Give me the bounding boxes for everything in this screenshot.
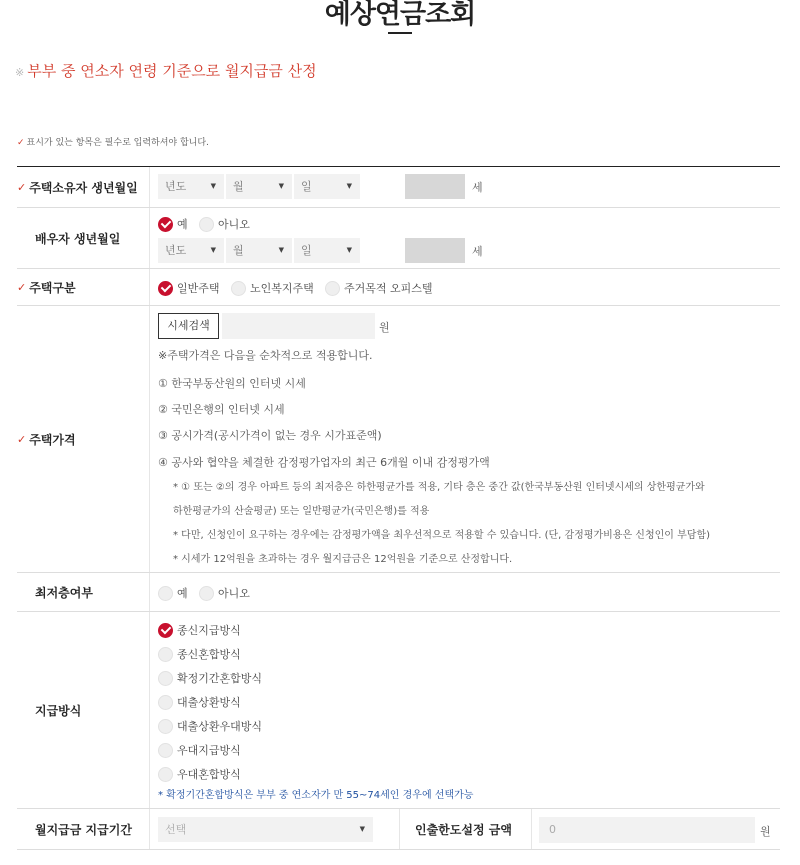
house-type-officetel-radio[interactable] <box>325 280 433 296</box>
divider <box>531 809 532 849</box>
spouse-month-select[interactable] <box>226 238 292 263</box>
required-check-icon: ✓ <box>17 432 27 446</box>
payment-option-radio[interactable] <box>158 742 241 758</box>
price-rule-line: * ① 또는 ②의 경우 아파트 등의 최저층은 하한평균가를 적용, 기타 층은 중간 값(한국부동산원 인터넷시세의 상한평균가와 <box>173 482 705 493</box>
chevron-down-icon: ▼ <box>346 182 352 190</box>
radio-icon <box>158 743 173 758</box>
spouse-yes-radio[interactable] <box>158 216 188 232</box>
lowest-floor-no-radio[interactable] <box>199 585 250 601</box>
spouse-birth-label: 배우자 생년월일 <box>35 231 121 246</box>
form-table <box>17 166 780 838</box>
divider <box>149 167 150 207</box>
divider <box>149 612 150 808</box>
house-price-unit: 원 <box>379 321 390 334</box>
spouse-no-label: 아니오 <box>218 218 250 231</box>
required-check-icon: ✓ <box>17 180 27 194</box>
lowest-floor-label: 최저층여부 <box>35 585 93 600</box>
price-search-button[interactable]: 시세검색 <box>158 313 219 339</box>
radio-icon <box>158 695 173 710</box>
radio-checked-icon <box>158 281 173 296</box>
price-rule-line: ※주택가격은 다음을 순차적으로 적용합니다. <box>158 349 373 362</box>
payment-method-label: 지급방식 <box>35 703 82 718</box>
price-rule-line: 하한평균가의 산술평균) 또는 일반평균가(국민은행)를 적용 <box>173 506 430 517</box>
owner-month-select[interactable] <box>226 174 292 199</box>
spouse-year-value: 년도 <box>165 244 187 257</box>
price-rule-line: ④ 공사와 협약을 체결한 감정평가업자의 최근 6개월 이내 감정평가액 <box>158 456 490 469</box>
required-check-icon: ✓ <box>17 280 27 294</box>
radio-icon <box>199 217 214 232</box>
spouse-day-select[interactable] <box>294 238 360 263</box>
owner-birth-label-text: 주택소유자 생년월일 <box>29 180 138 195</box>
spouse-no-radio[interactable] <box>199 216 250 232</box>
row-payment-method <box>17 612 780 809</box>
divider <box>149 306 150 572</box>
chevron-down-icon: ▼ <box>278 182 284 190</box>
payment-option-label: 대출상환우대방식 <box>177 720 263 733</box>
check-icon: ✓ <box>17 138 25 148</box>
house-type-general-label: 일반주택 <box>177 282 220 295</box>
title-underline <box>388 32 412 34</box>
house-type-senior-label: 노인복지주택 <box>250 282 314 295</box>
divider <box>399 809 400 849</box>
page-title: 예상연금조회 <box>324 0 476 30</box>
owner-birth-label <box>17 167 149 207</box>
payment-option-label: 대출상환방식 <box>177 696 241 709</box>
house-price-input[interactable] <box>222 313 375 339</box>
payment-option-label: 확정기간혼합방식 <box>177 672 263 685</box>
limit-amount-label: 인출한도설정 금액 <box>415 822 512 837</box>
payment-period-label: 월지급금 지급기간 <box>35 822 132 837</box>
spouse-day-value: 일 <box>301 244 312 257</box>
spouse-age-box <box>405 238 465 263</box>
notice-mark: ※ <box>15 66 25 79</box>
limit-amount-input[interactable]: 0 <box>539 817 755 843</box>
radio-checked-icon <box>158 217 173 232</box>
chevron-down-icon: ▼ <box>359 825 365 833</box>
price-rule-line: * 시세가 12억원을 초과하는 경우 월지급금은 12억원을 기준으로 산정합니다. <box>173 554 513 565</box>
radio-icon <box>158 719 173 734</box>
payment-option-radio[interactable] <box>158 670 262 686</box>
house-price-label-text: 주택가격 <box>29 432 76 447</box>
row-spouse-birth <box>17 208 780 269</box>
owner-day-select[interactable] <box>294 174 360 199</box>
house-type-label-text: 주택구분 <box>29 280 76 295</box>
owner-day-value: 일 <box>301 180 312 193</box>
owner-age-unit: 세 <box>472 181 483 194</box>
house-type-officetel-label: 주거목적 오피스텔 <box>344 282 433 295</box>
notice-text: 부부 중 연소자 연령 기준으로 월지급금 산정 <box>27 62 317 80</box>
payment-option-radio[interactable] <box>158 766 241 782</box>
radio-icon <box>231 281 246 296</box>
payment-option-radio[interactable] <box>158 622 241 638</box>
payment-period-value: 선택 <box>165 823 187 836</box>
payment-option-label: 우대혼합방식 <box>177 768 241 781</box>
lowest-floor-yes-radio[interactable] <box>158 585 188 601</box>
limit-amount-unit: 원 <box>760 825 771 838</box>
row-owner-birth <box>17 167 780 208</box>
payment-option-radio[interactable] <box>158 694 241 710</box>
price-rule-line: ③ 공시가격(공시가격이 없는 경우 시가표준액) <box>158 429 382 442</box>
radio-checked-icon <box>158 623 173 638</box>
payment-option-label: 종신지급방식 <box>177 624 241 637</box>
radio-icon <box>158 647 173 662</box>
payment-option-radio[interactable] <box>158 646 241 662</box>
chevron-down-icon: ▼ <box>210 246 216 254</box>
house-price-label <box>17 306 149 572</box>
payment-option-label: 우대지급방식 <box>177 744 241 757</box>
spouse-yes-label: 예 <box>177 218 188 231</box>
row-lowest-floor <box>17 573 780 612</box>
price-rule-line: * 다만, 신청인이 요구하는 경우에는 감정평가액을 최우선적으로 적용할 수 있습니다. (단, 감정평가비용은 신청인이 부담함) <box>173 530 711 541</box>
lowest-floor-no-label: 아니오 <box>218 587 250 600</box>
chevron-down-icon: ▼ <box>346 246 352 254</box>
owner-year-value: 년도 <box>165 180 187 193</box>
price-rule-line: ② 국민은행의 인터넷 시세 <box>158 403 285 416</box>
radio-icon <box>158 767 173 782</box>
divider <box>149 809 150 849</box>
chevron-down-icon: ▼ <box>210 182 216 190</box>
payment-period-select[interactable] <box>158 817 373 842</box>
required-note <box>17 135 209 148</box>
required-note-text: 표시가 있는 항목은 필수로 입력하셔야 합니다. <box>26 138 209 148</box>
radio-icon <box>158 671 173 686</box>
payment-option-radio[interactable] <box>158 718 262 734</box>
house-type-general-radio[interactable] <box>158 280 220 296</box>
price-rule-line: ① 한국부동산원의 인터넷 시세 <box>158 377 306 390</box>
owner-month-value: 월 <box>233 180 244 193</box>
radio-icon <box>199 586 214 601</box>
spouse-age-unit: 세 <box>472 245 483 258</box>
house-type-senior-radio[interactable] <box>231 280 314 296</box>
notice <box>15 60 317 81</box>
payment-option-label: 종신혼합방식 <box>177 648 241 661</box>
payment-method-note: * 확정기간혼합방식은 부부 중 연소자가 만 55~74세인 경우에 선택가능 <box>158 790 474 801</box>
house-type-label <box>17 269 149 305</box>
divider <box>149 573 150 611</box>
divider <box>149 269 150 305</box>
chevron-down-icon: ▼ <box>278 246 284 254</box>
row-payment-period <box>17 809 780 850</box>
radio-icon <box>158 586 173 601</box>
spouse-year-select[interactable] <box>158 238 224 263</box>
owner-year-select[interactable] <box>158 174 224 199</box>
lowest-floor-yes-label: 예 <box>177 587 188 600</box>
row-house-price <box>17 306 780 573</box>
spouse-month-value: 월 <box>233 244 244 257</box>
owner-age-box <box>405 174 465 199</box>
row-house-type <box>17 269 780 306</box>
radio-icon <box>325 281 340 296</box>
divider <box>149 208 150 268</box>
